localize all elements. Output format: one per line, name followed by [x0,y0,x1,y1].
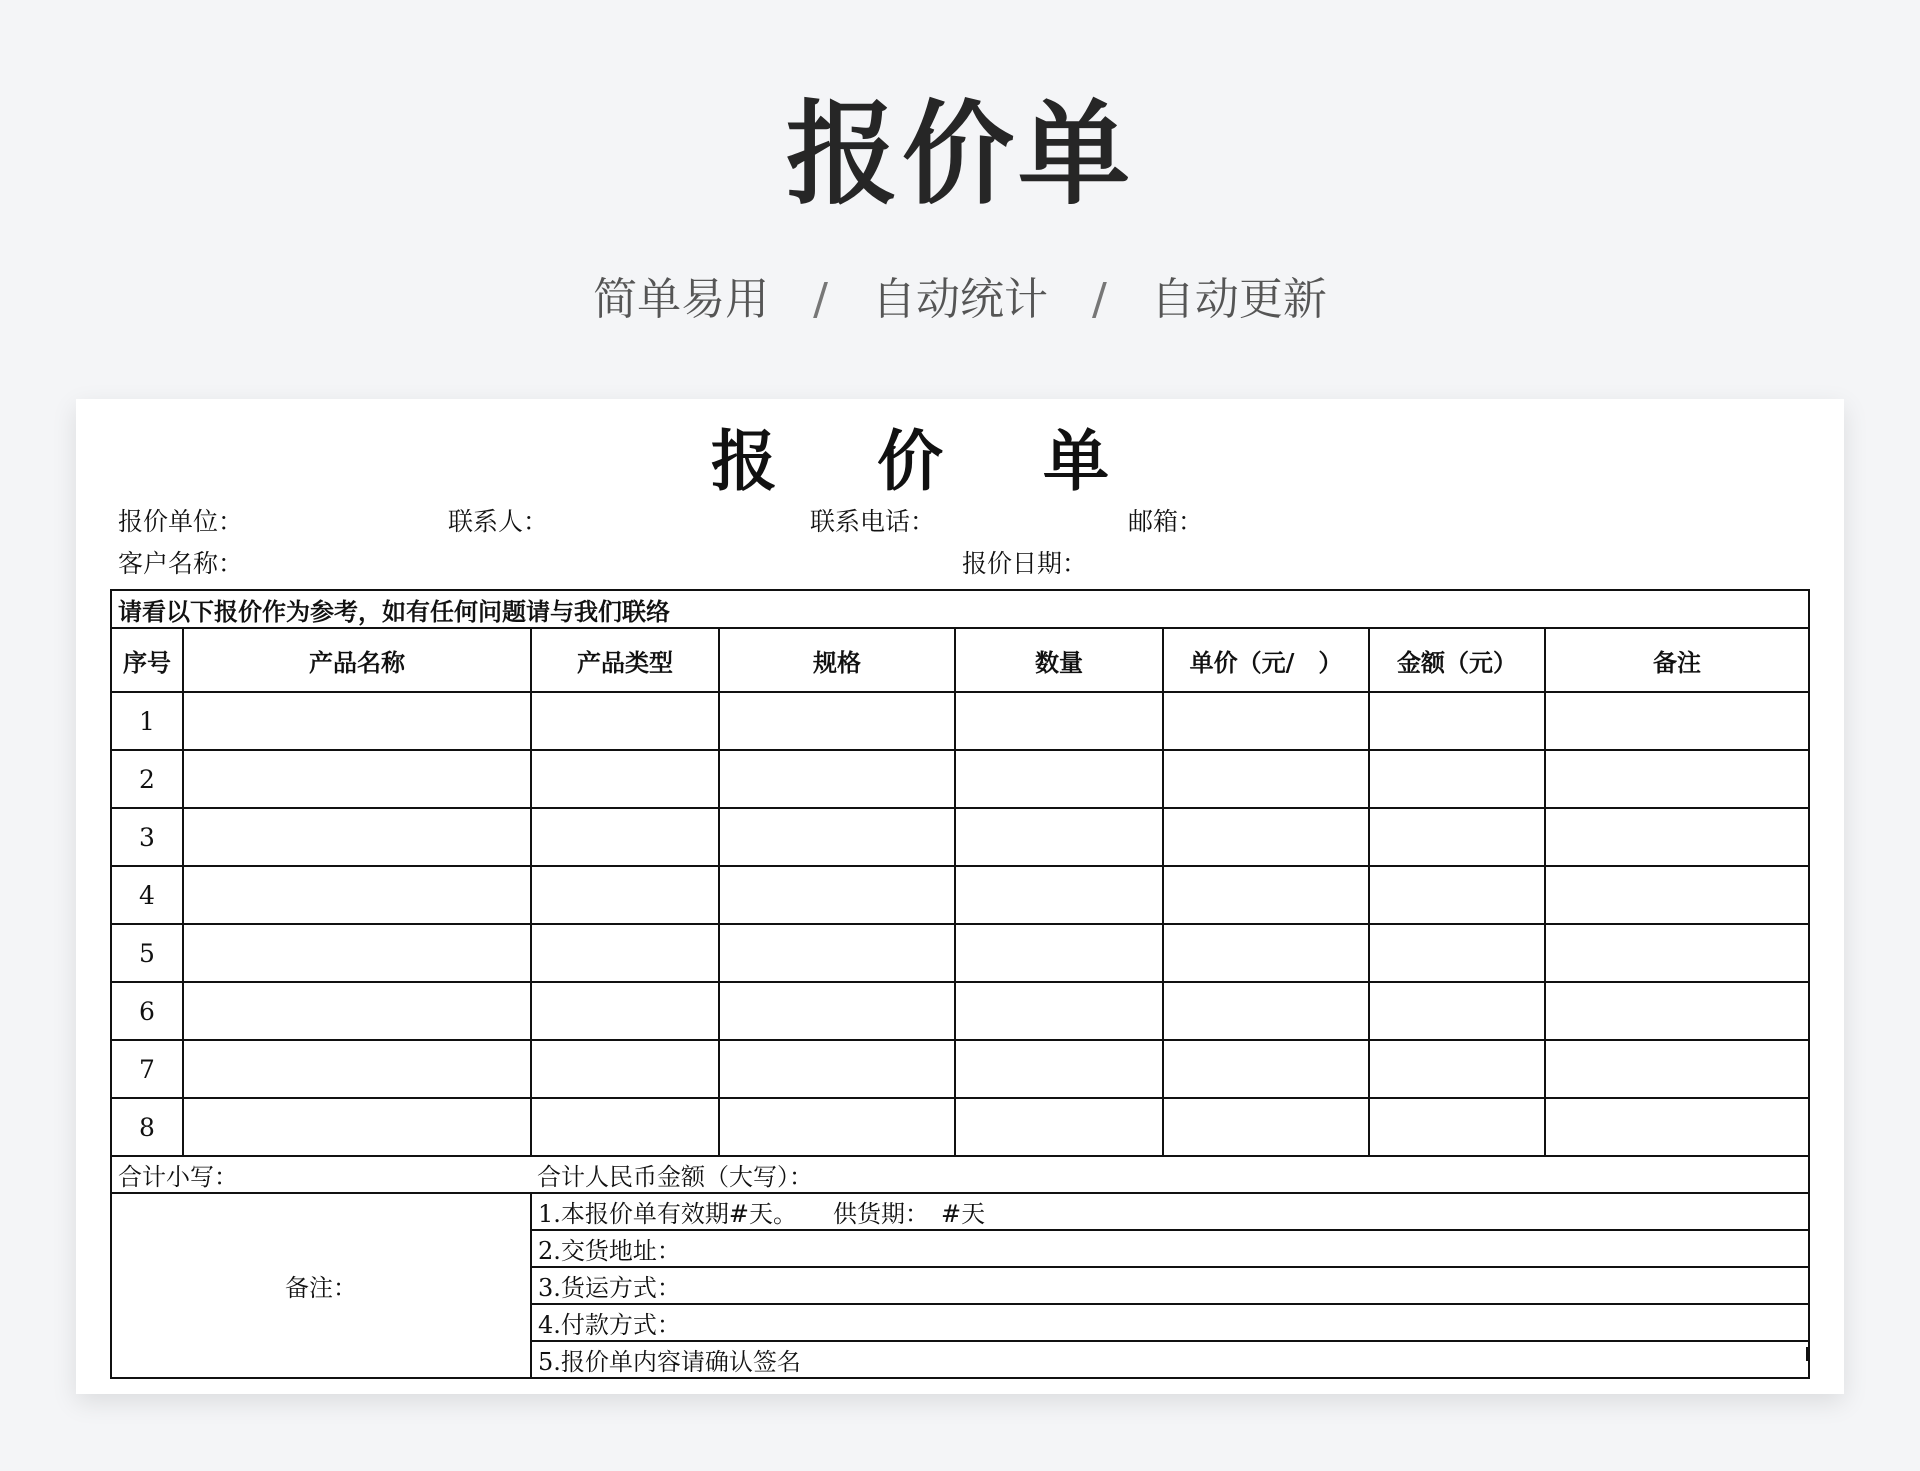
page-title: 报价单 [786,90,1134,220]
cell-spec[interactable] [719,750,955,808]
cell-product-type[interactable] [531,982,719,1040]
term-payment-method: 4.付款方式： [531,1304,1809,1341]
header-unit-price: 单价（元/ ） [1163,628,1369,692]
cell-amount[interactable] [1369,808,1545,866]
notice-text: 请看以下报价作为参考，如有任何问题请与我们联络 [111,590,1809,628]
feature-easy: 简单易用 [593,274,770,325]
cell-remarks[interactable] [1545,866,1809,924]
term-signature: 5.报价单内容请确认签名 [531,1341,1809,1378]
cell-spec[interactable] [719,866,955,924]
cell-product-type[interactable] [531,866,719,924]
table-row [111,866,1809,924]
term-delivery-address: 2.交货地址： [531,1230,1809,1267]
cell-unit-price[interactable] [1163,692,1369,750]
header-amount: 金额（元） [1369,628,1545,692]
row-index: 6 [111,982,183,1040]
cell-spec[interactable] [719,924,955,982]
contact-label: 联系人： [448,507,549,536]
header-product-name: 产品名称 [183,628,531,692]
table-bottom-edge [110,1347,1808,1361]
table-row [111,750,1809,808]
total-row [111,1156,1809,1193]
cell-unit-price[interactable] [1163,924,1369,982]
cell-product-type[interactable] [531,1098,719,1156]
phone-label: 联系电话： [810,507,936,536]
cell-unit-price[interactable] [1163,750,1369,808]
header-index: 序号 [111,628,183,692]
cell-spec[interactable] [719,1040,955,1098]
cell-amount[interactable] [1369,924,1545,982]
cell-product-name[interactable] [183,750,531,808]
cell-unit-price[interactable] [1163,808,1369,866]
cell-amount[interactable] [1369,866,1545,924]
row-index: 3 [111,808,183,866]
term-validity: 1.本报价单有效期#天。 供货期： #天 [531,1193,1809,1230]
feature-tagline [0,270,1920,330]
quotation-table [110,589,1810,1379]
cell-product-type[interactable] [531,808,719,866]
email-label: 邮箱： [1128,507,1204,536]
cell-product-name[interactable] [183,924,531,982]
client-name-label: 客户名称： [118,549,244,578]
cell-product-type[interactable] [531,750,719,808]
cell-quantity[interactable] [955,924,1163,982]
header-quantity: 数量 [955,628,1163,692]
table-row [111,924,1809,982]
row-index: 7 [111,1040,183,1098]
quote-unit-label: 报价单位： [118,507,244,536]
cell-quantity[interactable] [955,692,1163,750]
cell-unit-price[interactable] [1163,1098,1369,1156]
cell-product-name[interactable] [183,808,531,866]
cell-product-type[interactable] [531,1040,719,1098]
cell-quantity[interactable] [955,866,1163,924]
separator: / [1092,274,1107,325]
row-index: 1 [111,692,183,750]
header-spec: 规格 [719,628,955,692]
table-row [111,982,1809,1040]
quote-date-label: 报价日期： [962,549,1088,578]
cell-quantity[interactable] [955,982,1163,1040]
table-row [111,1040,1809,1098]
cell-remarks[interactable] [1545,1098,1809,1156]
cell-quantity[interactable] [955,1098,1163,1156]
cell-quantity[interactable] [955,1040,1163,1098]
cell-product-type[interactable] [531,924,719,982]
cell-unit-price[interactable] [1163,1040,1369,1098]
row-index: 5 [111,924,183,982]
cell-spec[interactable] [719,808,955,866]
cell-product-type[interactable] [531,692,719,750]
feature-auto-stat: 自动统计 [872,274,1048,325]
cell-quantity[interactable] [955,808,1163,866]
cell-quantity[interactable] [955,750,1163,808]
feature-auto-update: 自动更新 [1150,274,1327,325]
cell-product-name[interactable] [183,866,531,924]
table-row [111,692,1809,750]
cell-unit-price[interactable] [1163,866,1369,924]
row-index: 4 [111,866,183,924]
term-shipping-method: 3.货运方式： [531,1267,1809,1304]
table-header-row [111,628,1809,692]
cell-amount[interactable] [1369,1098,1545,1156]
table-row [111,808,1809,866]
quotation-sheet [76,399,1844,1394]
total-small-label: 合计小写： [111,1156,531,1193]
header-remarks: 备注 [1545,628,1809,692]
cell-remarks[interactable] [1545,924,1809,982]
cell-remarks[interactable] [1545,982,1809,1040]
cell-product-name[interactable] [183,1040,531,1098]
cell-product-name[interactable] [183,1098,531,1156]
separator: / [813,274,828,325]
cell-amount[interactable] [1369,692,1545,750]
cell-spec[interactable] [719,1098,955,1156]
table-row [111,1098,1809,1156]
cell-remarks[interactable] [1545,1040,1809,1098]
cell-remarks[interactable] [1545,808,1809,866]
cell-unit-price[interactable] [1163,982,1369,1040]
cell-product-name[interactable] [183,692,531,750]
row-index: 2 [111,750,183,808]
cell-amount[interactable] [1369,1040,1545,1098]
cell-product-name[interactable] [183,982,531,1040]
header-product-type: 产品类型 [531,628,719,692]
cell-spec[interactable] [719,982,955,1040]
document-title: 报价单 [711,422,1209,500]
cell-amount[interactable] [1369,750,1545,808]
remarks-label: 备注： [111,1193,531,1378]
cell-amount[interactable] [1369,982,1545,1040]
total-big-label: 合计人民币金额（大写）： [531,1156,1809,1193]
cell-spec[interactable] [719,692,955,750]
cell-remarks[interactable] [1545,750,1809,808]
cell-remarks[interactable] [1545,692,1809,750]
row-index: 8 [111,1098,183,1156]
